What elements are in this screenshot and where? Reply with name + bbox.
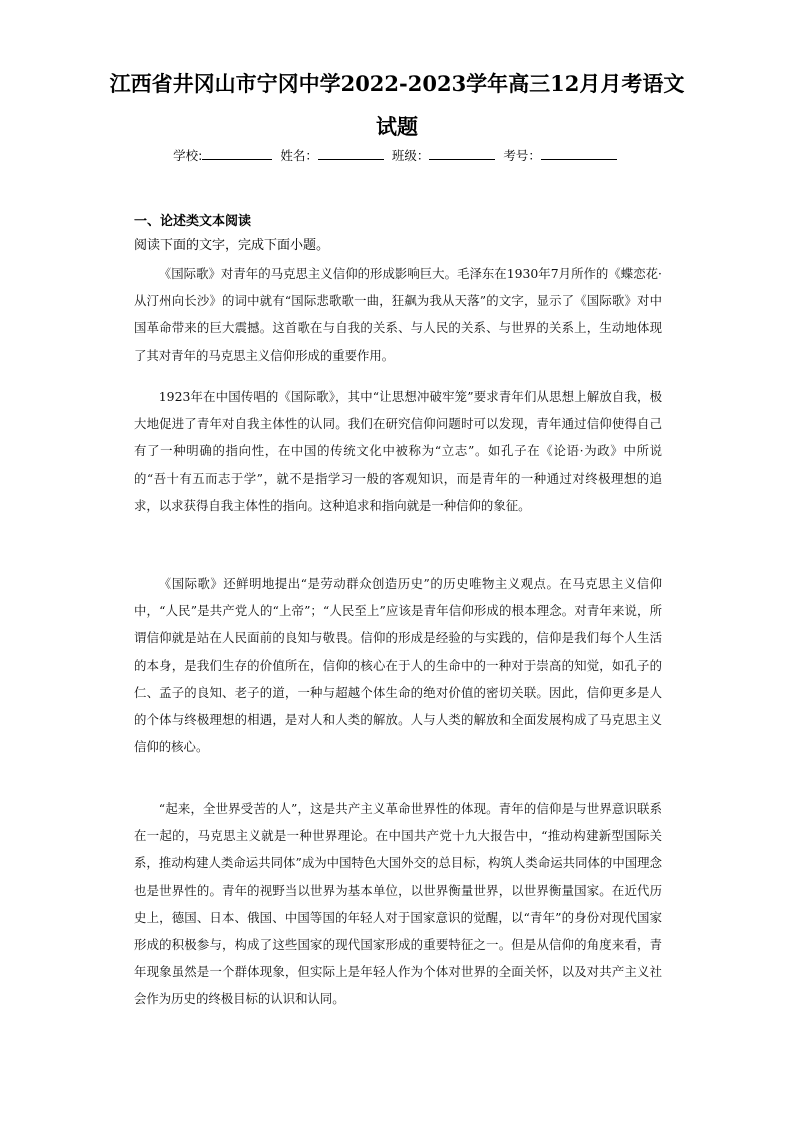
passage-paragraph-4: “起来，全世界受苦的人”，这是共产主义革命世界性的体现。青年的信仰是与世界意识联系在一起的，马克思主义就是一种世界理论。在中国共产党十九大报告中，“推动构建新型国际关系，推动构建人类命运共同体”成为中国特色大国外交的总目标，构筑人类命运共同体的中国理念也是世界性的。青年的视野当以世界为基本单位，以世界衡量世界，以世界衡量国家。在近代历史上，德国、日本、俄国、中国等国的年轻人对于国家意识的觉醒，以“青年”的身份对现代国家形成的积极参与，构成了这些国家的现代国家形成的重要特征之一。但是从信仰的角度来看，青年现象虽然是一个群体现象，但实际上是年轻人作为个体对世界的全面关怀，以及对共产主义社会作为历史的终极目标的认识和认同。 (134, 801, 662, 1007)
passage-paragraph-1: 《国际歌》对青年的马克思主义信仰的形成影响巨大。毛泽东在1930年7月所作的《蝶恋花·从汀州向长沙》的词中就有“国际悲歌歌一曲，狂飙为我从天落”的文字，显示了《国际歌》对中国革命带来的巨大震撼。这首歌在与自我的关系、与人民的关系、与世界的关系上，生动地体现了其对青年的马克思主义信仰形成的重要作用。 (134, 266, 662, 363)
passage-paragraph-3: 《国际歌》还鲜明地提出“是劳动群众创造历史”的历史唯物主义观点。在马克思主义信仰中，“人民”是共产党人的“上帝”；“人民至上”应该是青年信仰形成的根本理念。对青年来说，所谓信仰就是站在人民面前的良知与敬畏。信仰的形成是经验的与实践的，信仰是我们每个人生活的本身，是我们生存的价值所在，信仰的核心在于人的生命中的一种对于崇高的知觉，如孔子的仁、孟子的良知、老子的道，一种与超越个体生命的绝对价值的密切关联。因此，信仰更多是人的个体与终极理想的相遇，是对人和人类的解放。人与人类的解放和全面发展构成了马克思主义信仰的核心。 (134, 576, 662, 755)
exam-number-label: 考号： (503, 148, 541, 163)
school-label: 学校: (173, 148, 203, 163)
exam-number-blank (541, 147, 617, 160)
class-blank (429, 147, 495, 160)
exam-title-line-1: 江西省井冈山市宁冈中学2022-2023学年高三12月月考语文 (109, 71, 685, 96)
name-blank (318, 147, 384, 160)
class-label: 班级： (391, 148, 430, 163)
exam-title-line-2: 试题 (376, 114, 418, 139)
passage-paragraph-2: 1923年在中国传唱的《国际歌》，其中“让思想冲破牢笼”要求青年们从思想上解放自我，极大地促进了青年对自我主体性的认同。我们在研究信仰问题时可以发现，青年通过信仰使得自己有了一种明确的指向性，在中国的传统文化中被称为“立志”。如孔子在《论语·为政》中所说的“吾十有五而志于学”，就不是指学习一般的客观知识，而是青年的一种通过对终极理想的追求，以求获得自我主体性的指向。这种追求和指向就是一种信仰的象征。 (134, 389, 662, 513)
section-instruction: 阅读下面的文字，完成下面小题。 (134, 238, 330, 253)
name-label: 姓名： (280, 148, 318, 163)
student-info-row (0, 146, 794, 164)
section-heading: 一、论述类文本阅读 (134, 214, 252, 229)
school-blank (202, 147, 272, 160)
